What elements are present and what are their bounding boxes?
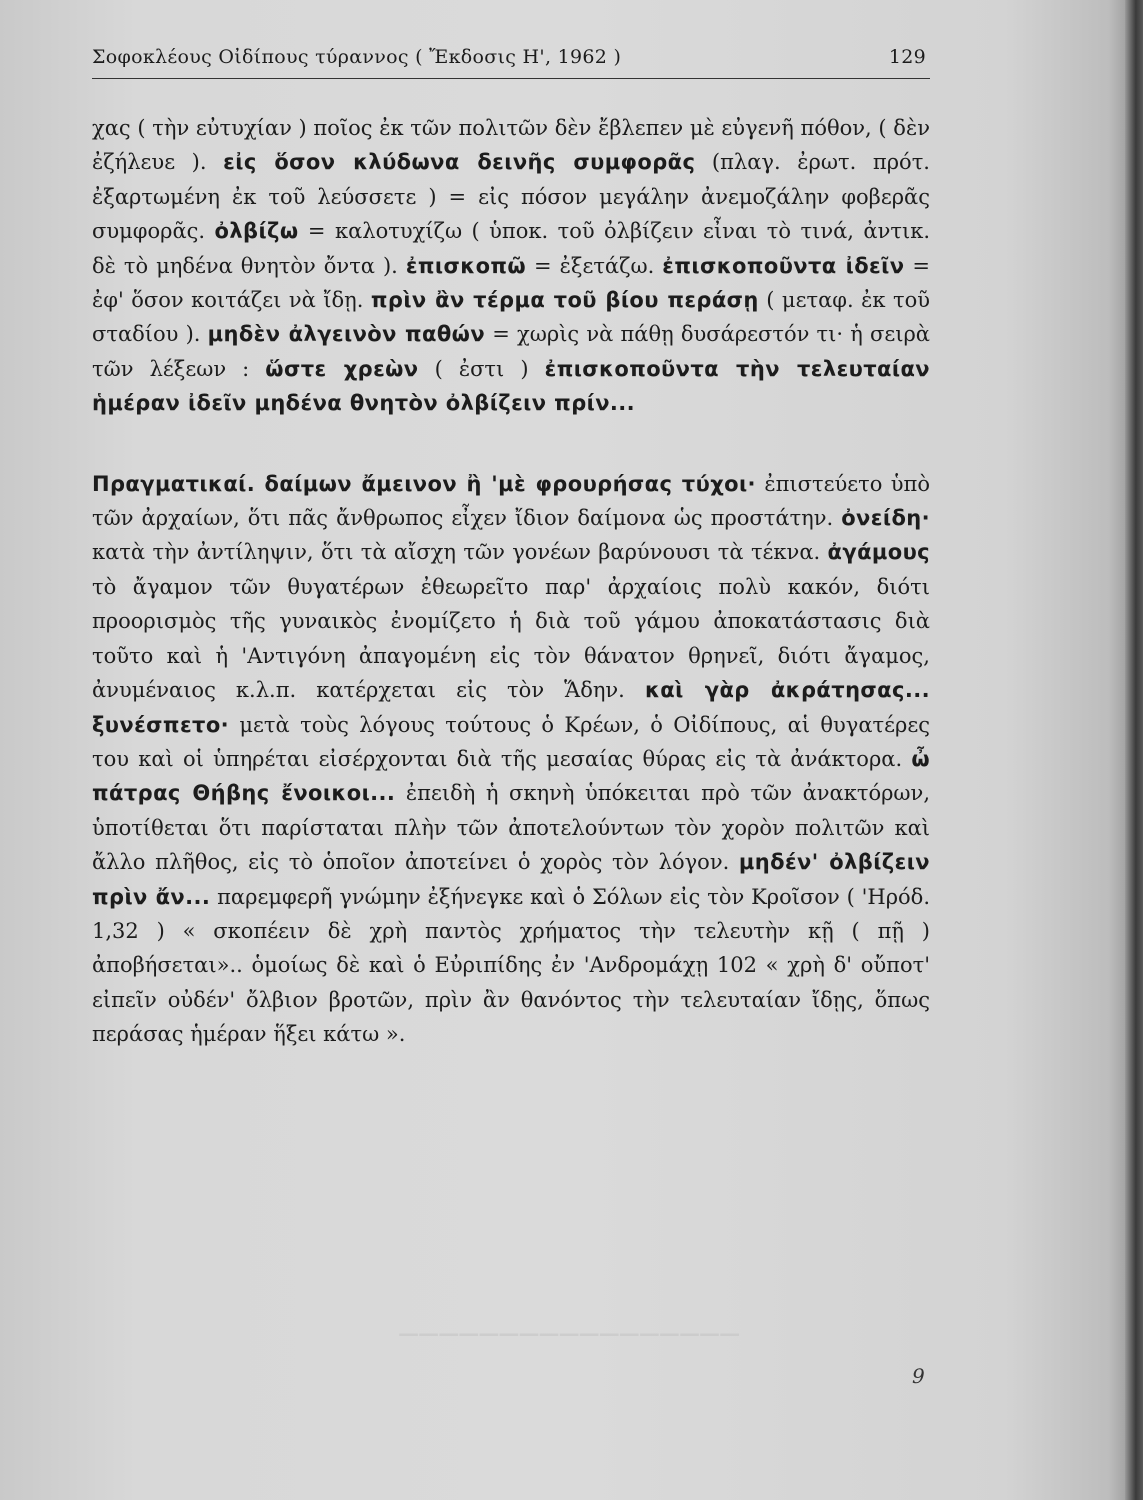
commentary-run: ἐπειδὴ ἡ σκηνὴ ὑπόκειται πρὸ τῶν ἀνακτόρων, ὑποτίθεται ὅτι παρίσταται πλὴν τῶν ἀποτελούντων τὸν χορὸν πολιτῶν καὶ ἄλλο πλῆθος, εἰς τὸ ὁποῖον ἀποτείνει ὁ χορὸς τὸν λόγον. <box>92 781 931 875</box>
show-through-ornament: ───────────────── <box>399 1318 741 1353</box>
lemma-bold: ὥστε χρεὼν <box>265 356 419 381</box>
commentary-run: = ἐφ' ὅσον κοιτάζει νὰ ἴδῃ. <box>92 253 930 313</box>
paragraph-commentary-notes <box>92 111 930 421</box>
commentary-text <box>92 111 930 1052</box>
commentary-run: παρεμφερῆ γνώμην ἐξήνεγκε καὶ ὁ Σόλων εἰς τὸν Κροῖσον ( 'Ηρόδ. 1,32 ) « σκοπέειν δὲ χρὴ παντὸς χρήματος τὴν τελευτὴν κῇ ( πῇ ) ἀποβήσεται».. ὁμοίως δὲ καὶ ὁ Εὐριπίδης ἐν 'Ανδρομάχῃ 102 « χρὴ δ' οὔποτ' εἰπεῖν οὐδέν' ὄλβιον βροτῶν, πρὶν ἂν θανόντος τὴν τελευταίαν ἴδῃς, ὅπως περάσας ἡμέραν ἥξει κάτω ». <box>92 884 930 1047</box>
commentary-run: χας ( τὴν εὐτυχίαν ) ποῖος ἐκ τῶν πολιτῶν δὲν ἔβλεπεν μὲ εὐγενῆ πόθον, ( δὲν ἐζήλευε ). <box>92 116 930 175</box>
commentary-run: = χωρὶς νὰ πάθῃ δυσάρεστόν τι· ἡ σειρὰ τῶν λέξεων : <box>92 322 930 381</box>
commentary-run: ἐπιστεύετο ὑπὸ τῶν ἀρχαίων, ὅτι πᾶς ἄνθρωπος εἶχεν ἴδιον δαίμονα ὡς προστάτην. <box>92 471 930 531</box>
commentary-run: (πλαγ. ἐρωτ. πρότ. ἐξαρτωμένη ἐκ τοῦ λεύσσετε ) = εἰς πόσον μεγάλην ἀνεμοζάλην φοβερᾶς συμφορᾶς. <box>92 150 930 244</box>
commentary-run: ( μεταφ. ἐκ τοῦ σταδίου ). <box>92 288 930 347</box>
lemma-bold: πρὶν ἂν τέρμα τοῦ βίου περάσῃ <box>370 288 759 313</box>
lemma-bold: ὦ πάτρας Θήβης ἔνοικοι... <box>92 746 930 806</box>
lemma-bold: ἐπισκοποῦντα τὴν τελευταίαν ἡμέραν ἰδεῖν μηδένα θνητὸν ὀλβίζειν πρίν... <box>92 356 930 416</box>
lemma-bold: μηδὲν ἀλγεινὸν παθών <box>207 322 486 347</box>
running-header <box>92 44 930 79</box>
lemma-bold: ὀνείδη· <box>841 506 930 531</box>
signature-mark: 9 <box>912 1364 925 1388</box>
commentary-run: μετὰ τοὺς λόγους τούτους ὁ Κρέων, ὁ Οἰδίπους, αἱ θυγατέρες του καὶ οἱ ὑπηρέται εἰσέρχονται διὰ τῆς μεσαίας θύρας εἰς τὰ ἀνάκτορα. <box>92 712 930 771</box>
lemma-bold: ἐπισκοποῦντα ἰδεῖν <box>662 253 905 278</box>
paragraph-practical-notes <box>92 467 930 1052</box>
commentary-run: = ἐξετάζω. <box>526 253 663 278</box>
commentary-run: τὸ ἄγαμον τῶν θυγατέρων ἐθεωρεῖτο παρ' ἀρχαίοις πολὺ κακόν, διότι προορισμὸς τῆς γυναικὸς ἐνομίζετο ἡ διὰ τοῦ γάμου ἀποκατάστασις διὰ τοῦτο καὶ ἡ 'Αντιγόνη ἀπαγομένη εἰς τὸν θάνατον θρηνεῖ, διότι ἄγαμος, ἀνυμέναιος κ.λ.π. κατέρχεται εἰς τὸν Ἅδην. <box>92 574 930 703</box>
page-number: 129 <box>888 46 926 68</box>
lemma-bold: εἰς ὅσον κλύδωνα δεινῆς συμφορᾶς <box>223 150 696 175</box>
page-edge-shadow <box>1125 0 1143 1500</box>
lemma-bold: μηδέν' ὀλβίζειν πρὶν ἄν... <box>92 850 930 909</box>
lemma-bold: ὀλβίζω <box>214 219 299 244</box>
lemma-bold: καὶ γὰρ ἀκράτησας... ξυνέσπετο· <box>92 678 930 737</box>
commentary-run: κατὰ τὴν ἀντίληψιν, ὅτι τὰ αἴσχη τῶν γονέων βαρύνουσι τὰ τέκνα. <box>92 540 828 565</box>
lemma-bold: ἀγάμους <box>827 540 930 565</box>
commentary-run: = καλοτυχίζω ( ὑποκ. τοῦ ὀλβίζειν εἶναι τὸ τινά, ἀντικ. δὲ τὸ μηδένα θνητὸν ὄντα ). <box>92 219 930 278</box>
running-title: Σοφοκλέους Οἰδίπους τύραννος ( Ἔκδοσις Η', 1962 ) <box>92 46 622 68</box>
commentary-run: ( ἐστι ) <box>418 356 545 381</box>
lemma-bold: Πραγματικαί. δαίμων ἄμεινον ἢ 'μὲ φρουρήσας τύχοι· <box>92 471 756 496</box>
lemma-bold: ἐπισκοπῶ <box>405 253 527 278</box>
